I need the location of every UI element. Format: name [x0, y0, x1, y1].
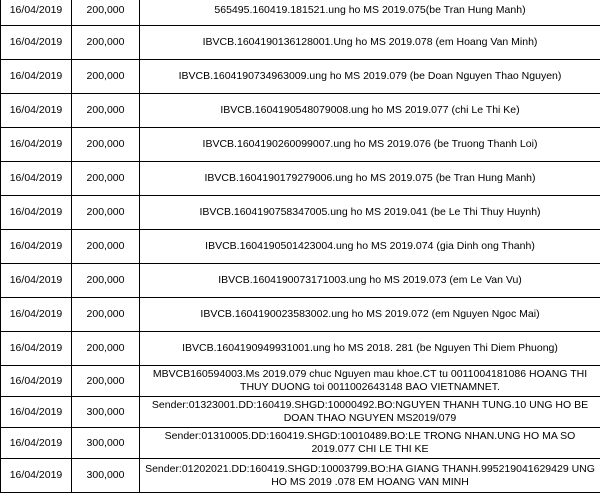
- date-cell: 16/04/2019: [1, 196, 72, 230]
- table-row: [1, 428, 600, 459]
- description-cell: IBVCB.1604190734963009.ung ho MS 2019.079 (be Doan Nguyen Thao Nguyen): [140, 60, 600, 94]
- table-row: [1, 332, 600, 366]
- date-cell: 16/04/2019: [1, 264, 72, 298]
- amount-cell: 300,000: [72, 397, 140, 428]
- table-row: [1, 60, 600, 94]
- amount-cell: 200,000: [72, 162, 140, 196]
- table-row: [1, 26, 600, 60]
- table-row: [1, 397, 600, 428]
- date-cell: 16/04/2019: [1, 162, 72, 196]
- table-row: [1, 298, 600, 332]
- description-cell: Sender:01323001.DD:160419.SHGD:10000492.BO:NGUYEN THANH TUNG.10 UNG HO BE DOAN THAO NGUYEN MS2019/079: [140, 397, 600, 428]
- date-cell: 16/04/2019: [1, 332, 72, 366]
- description-cell: IBVCB.1604190548079008.ung ho MS 2019.077 (chi Le Thi Ke): [140, 94, 600, 128]
- description-cell: IBVCB.1604190073171003.ung ho MS 2019.073 (em Le Van Vu): [140, 264, 600, 298]
- date-cell: 16/04/2019: [1, 459, 72, 493]
- date-cell: 16/04/2019: [1, 397, 72, 428]
- table-body: [1, 0, 600, 493]
- description-cell: IBVCB.1604190136128001.Ung ho MS 2019.078 (em Hoang Van Minh): [140, 26, 600, 60]
- description-cell: Sender:01310005.DD:160419.SHGD:10010489.BO:LE TRONG NHAN.UNG HO MA SO 2019.077 CHI LE THI KE: [140, 428, 600, 459]
- date-cell: 16/04/2019: [1, 230, 72, 264]
- description-cell: IBVCB.1604190758347005.ung ho MS 2019.041 (be Le Thi Thuy Huynh): [140, 196, 600, 230]
- date-cell: 16/04/2019: [1, 128, 72, 162]
- amount-cell: 200,000: [72, 264, 140, 298]
- table-row: [1, 128, 600, 162]
- amount-cell: 200,000: [72, 94, 140, 128]
- description-cell: Sender:01202021.DD:160419.SHGD:10003799.BO:HA GIANG THANH.995219041629429 UNG HO MS 2019 .078 EM HOANG VAN MINH: [140, 459, 600, 493]
- date-cell: 16/04/2019: [1, 366, 72, 397]
- description-cell: MBVCB160594003.Ms 2019.079 chuc Nguyen mau khoe.CT tu 0011004181086 HOANG THI THUY DUONG toi 0011002643148 BAO VIETNAMNET.: [140, 366, 600, 397]
- amount-cell: 200,000: [72, 128, 140, 162]
- table-row: [1, 264, 600, 298]
- amount-cell: 200,000: [72, 230, 140, 264]
- table-row: [1, 230, 600, 264]
- description-cell: 565495.160419.181521.ung ho MS 2019.075(be Tran Hung Manh): [140, 0, 600, 26]
- amount-cell: 200,000: [72, 332, 140, 366]
- amount-cell: 300,000: [72, 428, 140, 459]
- table-row: [1, 196, 600, 230]
- amount-cell: 200,000: [72, 196, 140, 230]
- description-cell: IBVCB.1604190501423004.ung ho MS 2019.074 (gia Dinh ong Thanh): [140, 230, 600, 264]
- description-cell: IBVCB.1604190949931001.ung ho MS 2018. 281 (be Nguyen Thi Diem Phuong): [140, 332, 600, 366]
- date-cell: 16/04/2019: [1, 60, 72, 94]
- date-cell: 16/04/2019: [1, 428, 72, 459]
- date-cell: 16/04/2019: [1, 94, 72, 128]
- table-row: [1, 0, 600, 26]
- amount-cell: 200,000: [72, 60, 140, 94]
- description-cell: IBVCB.1604190260099007.ung ho MS 2019.076 (be Truong Thanh Loi): [140, 128, 600, 162]
- amount-cell: 200,000: [72, 298, 140, 332]
- description-cell: IBVCB.1604190023583002.ung ho MS 2019.072 (em Nguyen Ngoc Mai): [140, 298, 600, 332]
- table-row: [1, 94, 600, 128]
- amount-cell: 300,000: [72, 459, 140, 493]
- table-row: [1, 366, 600, 397]
- date-cell: 16/04/2019: [1, 298, 72, 332]
- amount-cell: 200,000: [72, 0, 140, 26]
- amount-cell: 200,000: [72, 26, 140, 60]
- table-row: [1, 459, 600, 493]
- date-cell: 16/04/2019: [1, 0, 72, 26]
- description-cell: IBVCB.1604190179279006.ung ho MS 2019.075 (be Tran Hung Manh): [140, 162, 600, 196]
- date-cell: 16/04/2019: [1, 26, 72, 60]
- table-row: [1, 162, 600, 196]
- amount-cell: 200,000: [72, 366, 140, 397]
